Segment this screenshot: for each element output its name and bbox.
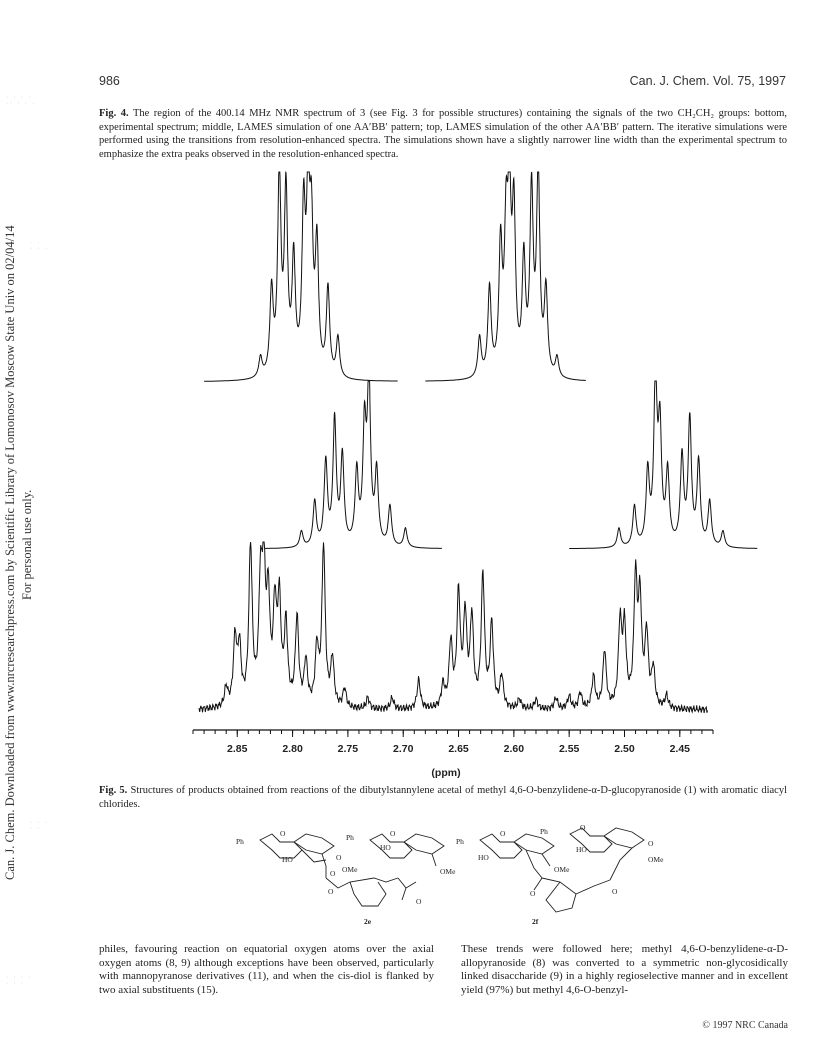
atom-o: O <box>280 829 286 838</box>
body-column-left: philes, favouring reaction on equatorial oxygen atoms over the axial oxygen atoms (8, 9) although exceptions have been observed, particularly with mannopyranose derivatives (11), and when the cis-diol is flanked by two axial substituents (15). <box>99 943 434 996</box>
atom-o: O <box>328 887 334 896</box>
atom-ph: Ph <box>456 837 464 846</box>
copyright: © 1997 NRC Canada <box>702 1020 788 1031</box>
tick-label: 2.75 <box>337 743 359 755</box>
fig5-caption <box>99 784 787 811</box>
atom-o: O <box>500 829 506 838</box>
scan-noise: · · · · · <box>30 820 49 832</box>
spectrum-trace-3-segment-1 <box>199 542 708 713</box>
tick-label: 2.80 <box>282 743 303 755</box>
atom-o: O <box>390 829 396 838</box>
atom-ho: HO <box>478 853 489 862</box>
atom-ome: OMe <box>648 855 664 864</box>
tick-label: 2.60 <box>503 743 525 755</box>
download-notice: Can. J. Chem. Downloaded from www.nrcresearchpress.com by Scientific Library of Lomonosov Moscow State Univ on 02/04/14 <box>3 225 17 880</box>
compound-2e-label: 2e <box>364 917 372 926</box>
fig5-caption-text: Structures of products obtained from reactions of the dibutylstannylene acetal of methyl 4,6-O-benzylidene-α-D-glucopyranoside (1) with aromatic diacyl chlorides. <box>99 785 787 810</box>
tick-label: 2.65 <box>448 743 469 755</box>
scan-noise: · · · · · · · <box>6 975 33 987</box>
spectrum-trace-1-segment-2 <box>425 172 586 381</box>
atom-ph: Ph <box>236 837 244 846</box>
page-number: 986 <box>99 74 120 88</box>
fig4-caption-text: The region of the 400.14 MHz NMR spectrum of 3 (see Fig. 3 for possible structures) containing the signals of the two CH₂CH₂ groups: bottom, experimental spectrum; middle, LAMES simulation of one AA′BB′ pattern; top, LAMES simulation of the other AA′BB′ pattern. The iterative simulations were performed using the transitions from resolution-enhanced spectra. The simulations shown have a slightly narrower line width than the experimental spectrum to emphasize the extra peaks observed in the resolution-enhanced spectra. <box>99 108 787 160</box>
tick-label: 2.85 <box>227 743 248 755</box>
tick-label: 2.45 <box>669 743 691 755</box>
fig4-label: Fig. 4. <box>99 108 129 119</box>
atom-o: O <box>612 887 618 896</box>
atom-o: O <box>336 853 342 862</box>
atom-ph: Ph <box>346 833 354 842</box>
atom-o: O <box>580 823 586 832</box>
tick-label: 2.50 <box>614 743 635 755</box>
atom-ho: HO <box>380 843 391 852</box>
spectrum-trace-2-segment-1 <box>265 381 442 548</box>
journal-reference: Can. J. Chem. Vol. 75, 1997 <box>629 74 786 88</box>
atom-ho: HO <box>282 855 293 864</box>
atom-ho: HO <box>576 845 587 854</box>
atom-o: O <box>416 897 422 906</box>
spectrum-traces <box>199 172 758 713</box>
scan-noise: · · · · ·· · · · <box>6 95 37 107</box>
atom-ome: OMe <box>440 867 456 876</box>
atom-o: O <box>530 889 536 898</box>
atom-o: O <box>330 869 336 878</box>
atom-ome: OMe <box>554 865 570 874</box>
tick-label: 2.70 <box>392 743 414 755</box>
body-column-right: These trends were followed here; methyl 4,6-O-benzylidene-α-D-allopyranoside (8) was converted to a symmetric non-glycosidically linked disaccharide (9) in a highly regioselective manner and in excellent yield (97%) but methyl 4,6-O-benzyl- <box>461 943 788 996</box>
scan-noise: · · · · · <box>30 240 49 252</box>
x-axis-label: (ppm) <box>431 767 461 779</box>
tick-label: 2.55 <box>558 743 580 755</box>
spectrum-trace-1-segment-1 <box>204 172 398 381</box>
atom-o: O <box>648 839 654 848</box>
spectrum-trace-2-segment-2 <box>569 381 757 549</box>
atom-ome: OMe <box>342 865 358 874</box>
fig5-structures <box>230 820 680 932</box>
ppm-axis <box>193 730 713 755</box>
fig5-label: Fig. 5. <box>99 785 128 796</box>
compound-2f-label: 2f <box>532 917 539 926</box>
atom-ph: Ph <box>540 827 548 836</box>
personal-use-notice: For personal use only. <box>20 489 34 600</box>
